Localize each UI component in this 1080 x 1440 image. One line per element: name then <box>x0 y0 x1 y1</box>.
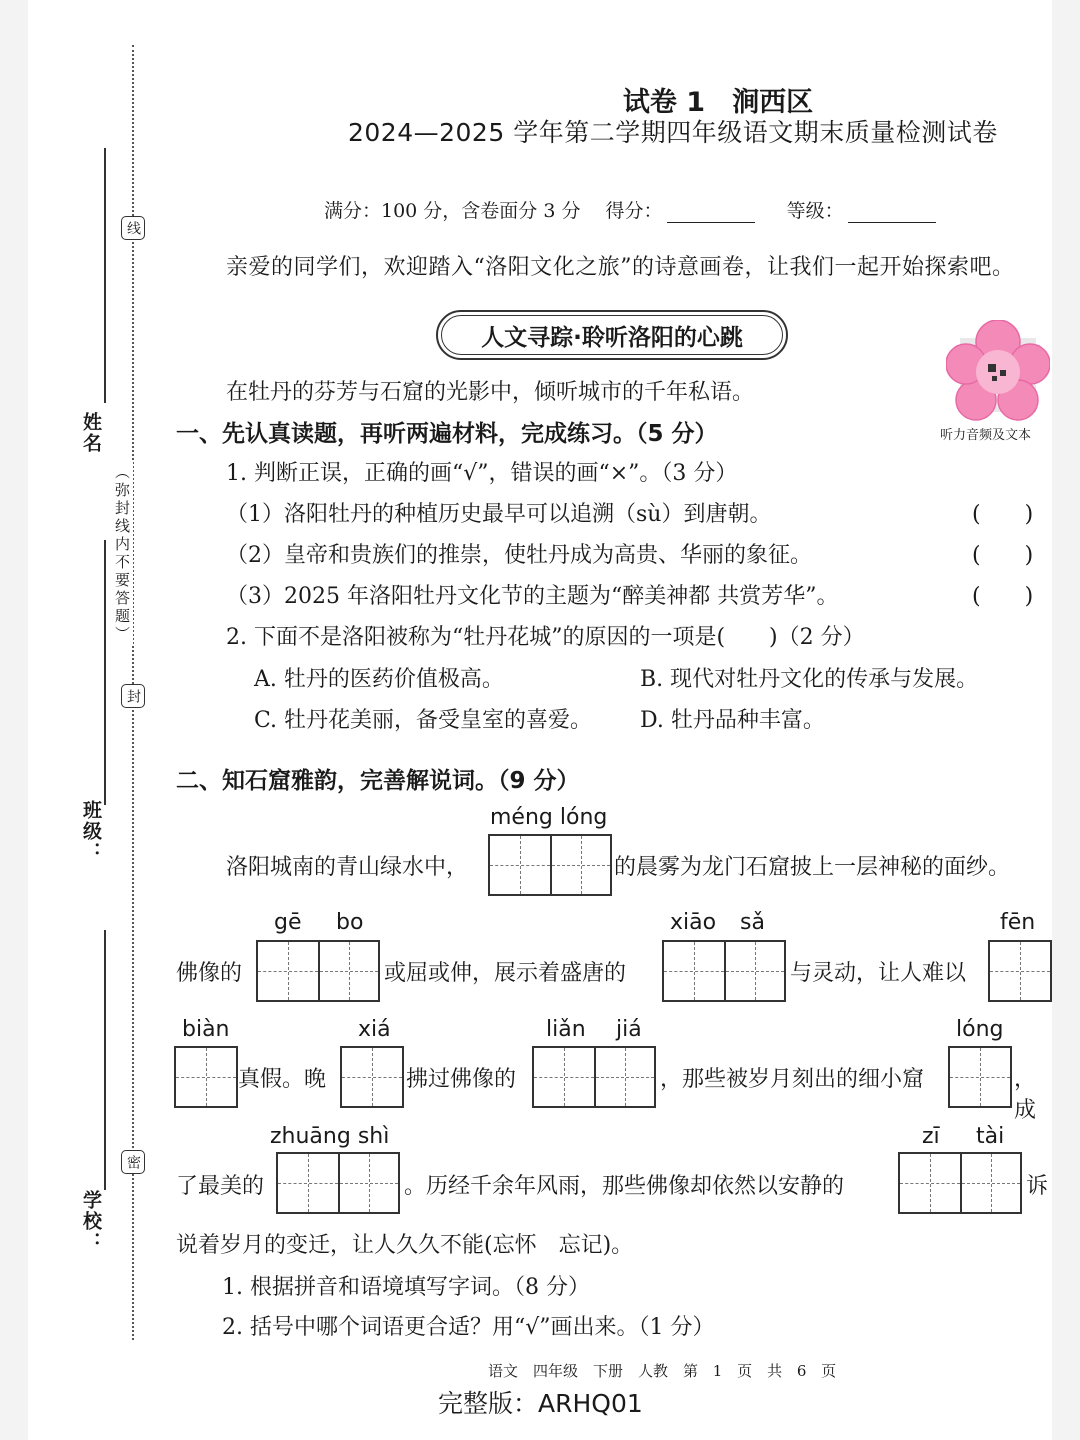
part2-q2: 2. 括号中哪个词语更合适？用“√”画出来。（1 分） <box>222 1315 715 1340</box>
answer-box-gebo[interactable] <box>256 940 380 1002</box>
seal-mark: 封 <box>121 684 145 708</box>
footer-code: 完整版：ARHQ01 <box>438 1389 643 1418</box>
school-line <box>104 930 106 1190</box>
page-footer: 语文 四年级 下册 人教 第 1 页 共 6 页 <box>488 1362 837 1380</box>
text-line1a: 洛阳城南的青山绿水中， <box>226 855 469 880</box>
part2-q1: 1. 根据拼音和语境填写字词。（8 分） <box>222 1275 590 1300</box>
text-line3d: ，成 <box>1014 1067 1037 1123</box>
qr-caption: 听力音频及文本 <box>940 428 1032 443</box>
score-blank[interactable] <box>667 204 755 223</box>
statement-1: （1）洛阳牡丹的种植历史最早可以追溯（sù）到唐朝。 <box>226 502 772 527</box>
text-line3a: 真假。晚 <box>238 1067 327 1092</box>
part1-heading: 一、先认真读题，再听两遍材料，完成练习。（5 分） <box>176 421 718 447</box>
pinyin-lian: liǎn <box>546 1017 586 1042</box>
text-line2c: 与灵动，让人难以 <box>790 961 967 986</box>
line-mark: 线 <box>121 216 145 240</box>
paper-title: 试卷 1 涧西区 <box>622 87 814 118</box>
grade-blank[interactable] <box>848 204 936 223</box>
section-banner <box>436 310 788 360</box>
class-label: 班级： <box>80 800 102 863</box>
flower-qr-icon[interactable] <box>946 320 1050 424</box>
pinyin-zhuangshi: zhuāng shì <box>270 1124 390 1149</box>
pinyin-long: lóng <box>956 1017 1004 1042</box>
text-line4a: 了最美的 <box>176 1174 265 1199</box>
answer-paren-1[interactable]: ( ) <box>972 502 1034 527</box>
option-b: B. 现代对牡丹文化的传承与发展。 <box>640 667 979 692</box>
pinyin-sa: sǎ <box>740 910 765 935</box>
pinyin-fen: fēn <box>1000 910 1036 935</box>
name-label: 姓名 <box>80 412 102 454</box>
statement-3: （3）2025 年洛阳牡丹文化节的主题为“醉美神都 共赏芳华”。 <box>226 584 839 609</box>
text-line3c: ，那些被岁月刻出的细小窟 <box>660 1067 925 1092</box>
score-line <box>324 196 962 223</box>
answer-box-zhuangshi[interactable] <box>276 1152 400 1214</box>
dense-mark: 密 <box>121 1150 145 1174</box>
answer-paren-2[interactable]: ( ) <box>972 543 1034 568</box>
answer-box-zitai[interactable] <box>898 1152 1022 1214</box>
pinyin-tai: tài <box>976 1124 1005 1149</box>
pinyin-menglong: méng lóng <box>490 805 608 830</box>
lead-text: 在牡丹的芬芳与石窟的光影中，倾听城市的千年私语。 <box>226 380 755 405</box>
pinyin-bo: bo <box>336 910 364 935</box>
answer-box-menglong[interactable] <box>488 834 612 896</box>
option-c: C. 牡丹花美丽，备受皇室的喜爱。 <box>254 708 593 733</box>
pinyin-bian: biàn <box>182 1017 230 1042</box>
name-line <box>104 148 106 403</box>
statement-2: （2）皇帝和贵族们的推崇，使牡丹成为高贵、华丽的象征。 <box>226 543 812 568</box>
binding-warning: （弥封线内不要答题） <box>113 464 131 644</box>
answer-box-lianjia[interactable] <box>532 1046 656 1108</box>
text-line1b: 的晨雾为龙门石窟披上一层神秘的面纱。 <box>614 855 1011 880</box>
answer-paren-3[interactable]: ( ) <box>972 584 1034 609</box>
option-a: A. 牡丹的医药价值极高。 <box>254 667 504 692</box>
option-d: D. 牡丹品种丰富。 <box>640 708 825 733</box>
part1-q1: 1. 判断正误，正确的画“√”，错误的画“×”。（3 分） <box>226 461 738 486</box>
answer-box-fen[interactable] <box>988 940 1052 1002</box>
text-line2b: 或屈或伸，展示着盛唐的 <box>384 961 627 986</box>
pinyin-ge: gē <box>274 910 302 935</box>
answer-box-bian[interactable] <box>174 1046 238 1108</box>
text-line5: 说着岁月的变迁，让人久久不能(忘怀 忘记)。 <box>176 1233 634 1258</box>
class-line <box>104 540 106 805</box>
pinyin-xiao: xiāo <box>670 910 717 935</box>
answer-box-xia[interactable] <box>340 1046 404 1108</box>
banner-title: 人文寻踪·聆听洛阳的心跳 <box>441 315 783 355</box>
text-line4b: 。历经千余年风雨，那些佛像却依然以安静的 <box>404 1174 845 1199</box>
full-score: 满分：100 分，含卷面分 3 分 <box>324 200 581 222</box>
text-line4c: 诉 <box>1026 1174 1049 1199</box>
text-line2a: 佛像的 <box>176 961 243 986</box>
pinyin-xia: xiá <box>358 1017 391 1042</box>
score-label: 得分： <box>605 200 663 222</box>
part1-q2: 2. 下面不是洛阳被称为“牡丹花城”的原因的一项是( )（2 分） <box>226 625 865 650</box>
answer-box-long[interactable] <box>948 1046 1012 1108</box>
answer-box-xiaosa[interactable] <box>662 940 786 1002</box>
exam-page <box>28 0 1052 1440</box>
intro-text: 亲爱的同学们，欢迎踏入“洛阳文化之旅”的诗意画卷，让我们一起开始探索吧。 <box>226 255 1015 280</box>
school-label: 学校： <box>80 1190 102 1253</box>
grade-label: 等级： <box>786 200 844 222</box>
pinyin-zi: zī <box>922 1124 940 1149</box>
text-line3b: 拂过佛像的 <box>406 1067 517 1092</box>
pinyin-jia: jiá <box>616 1017 642 1042</box>
part2-heading: 二、知石窟雅韵，完善解说词。（9 分） <box>176 768 580 794</box>
paper-subtitle: 2024—2025 学年第二学期四年级语文期末质量检测试卷 <box>348 118 998 147</box>
